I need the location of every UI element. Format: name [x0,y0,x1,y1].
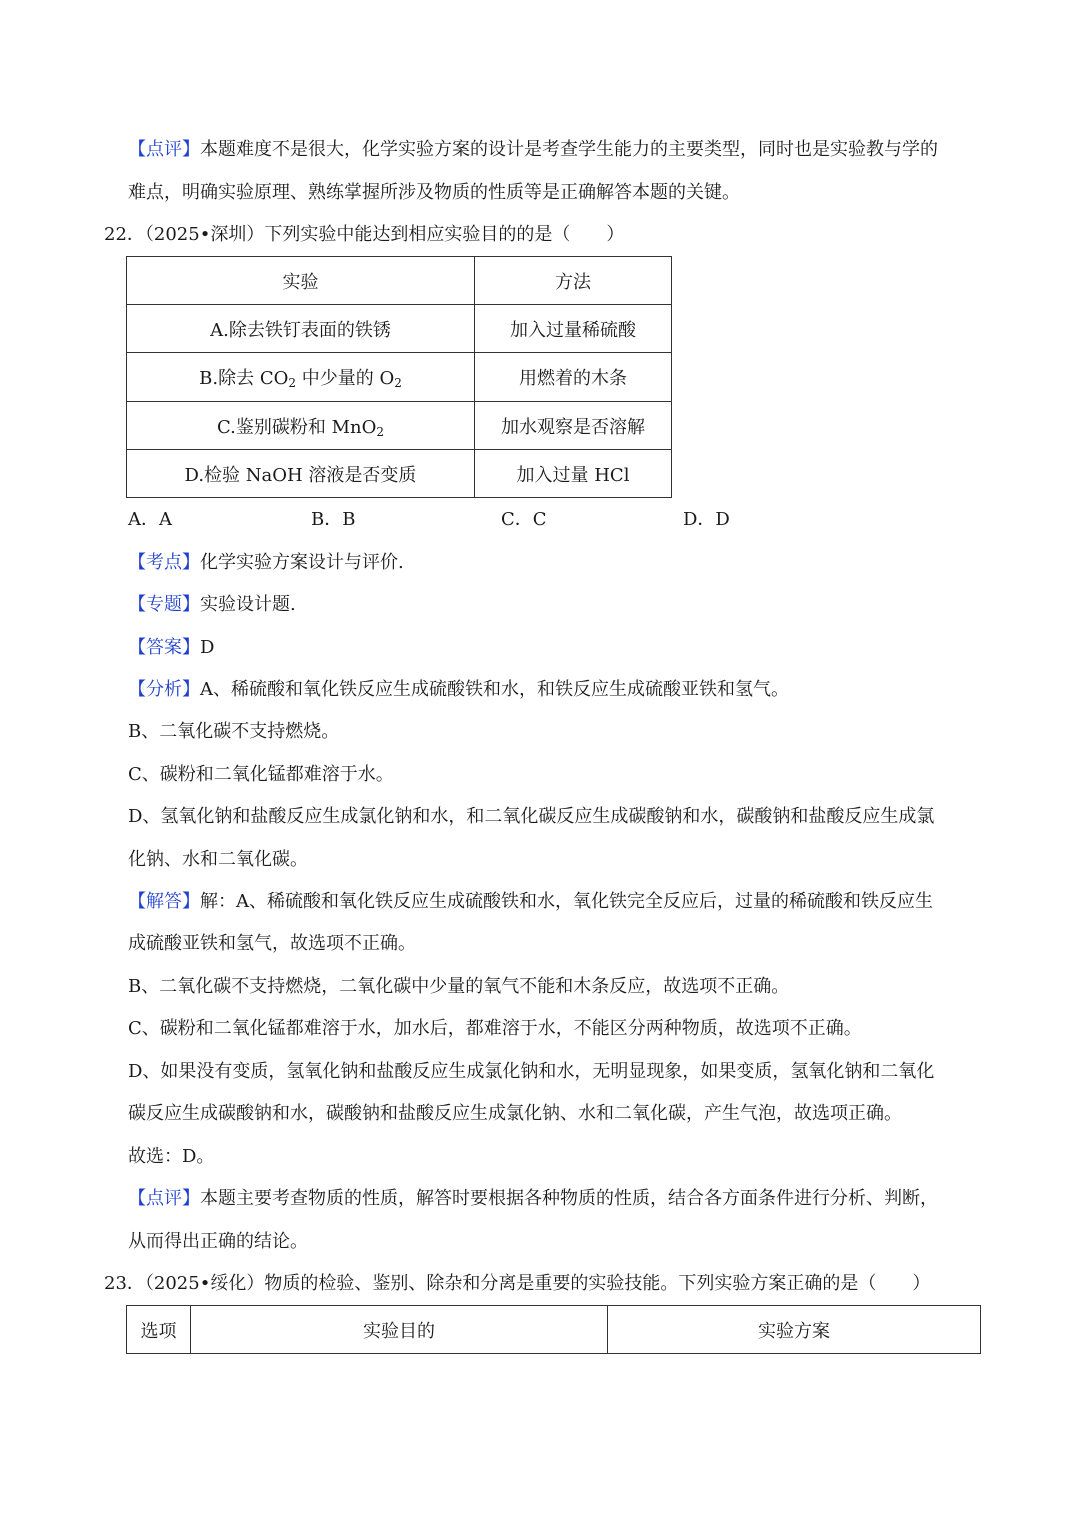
analysis-line3: C、碳粉和二氧化锰都难溶于水。 [128,764,394,785]
row-a-experiment: A.除去铁钉表面的铁锈 [127,305,475,353]
question-22-table [126,256,672,498]
solution-tag: 【解答】 [128,891,200,912]
question-22-stem: 22．（2025•深圳）下列实验中能达到相应实验目的的是（ ） [104,224,625,245]
header-option: 选项 [127,1306,191,1354]
q21-comment-line1: 【点评】本题难度不是很大，化学实验方案的设计是考查学生能力的主要类型，同时也是实验教与学的 [128,139,938,160]
table-row [127,450,672,498]
comment-line1: 【点评】本题主要考查物质的性质，解答时要根据各种物质的性质，结合各方面条件进行分析、判断， [128,1188,938,1209]
row-c-experiment: C.鉴别碳粉和 MnO$_2$ [127,402,475,450]
row-c-method: 加水观察是否溶解 [475,402,672,450]
analysis-line2: B、二氧化碳不支持燃烧。 [128,721,340,742]
comment-tag: 【点评】 [128,139,200,160]
row-b-method: 用燃着的木条 [475,353,672,402]
solution-line4: C、碳粉和二氧化锰都难溶于水，加水后，都难溶于水，不能区分两种物质，故选项不正确。 [128,1018,862,1039]
zhuanti-line: 【专题】实验设计题. [128,594,296,615]
table-row [127,353,672,402]
option-b: B．B [311,509,356,530]
analysis-line5: 化钠、水和二氧化碳。 [128,849,308,870]
kaodian-tag: 【考点】 [128,552,200,573]
solution-line6: 碳反应生成碳酸钠和水，碳酸钠和盐酸反应生成氯化钠、水和二氧化碳，产生气泡，故选项正确。 [128,1103,902,1124]
zhuanti-tag: 【专题】 [128,594,200,615]
solution-line5: D、如果没有变质，氢氧化钠和盐酸反应生成氯化钠和水，无明显现象，如果变质，氢氧化钠和二氧化 [128,1061,935,1082]
question-23-table [126,1305,981,1354]
comment-tag: 【点评】 [128,1188,200,1209]
table-header-row [127,257,672,305]
option-a: A．A [128,509,172,530]
row-a-method: 加入过量稀硫酸 [475,305,672,353]
solution-line7: 故选：D。 [128,1146,215,1167]
question-23-stem: 23．（2025•绥化）物质的检验、鉴别、除杂和分离是重要的实验技能。下列实验方案正确的是（ ） [104,1273,931,1294]
answer-tag: 【答案】 [128,637,200,658]
option-d: D．D [683,509,730,530]
analysis-line1: 【分析】A、稀硫酸和氧化铁反应生成硫酸铁和水，和铁反应生成硫酸亚铁和氢气。 [128,679,789,700]
option-c: C．C [501,509,547,530]
row-d-method: 加入过量 HCl [475,450,672,498]
table-row [127,402,672,450]
solution-line2: 成硫酸亚铁和氢气，故选项不正确。 [128,933,416,954]
answer-line: 【答案】D [128,637,215,658]
table-header-row [127,1306,981,1354]
header-plan: 实验方案 [608,1306,981,1354]
header-purpose: 实验目的 [191,1306,608,1354]
solution-line1: 【解答】解：A、稀硫酸和氧化铁反应生成硫酸铁和水，氧化铁完全反应后，过量的稀硫酸和铁反应生 [128,891,933,912]
solution-line3: B、二氧化碳不支持燃烧，二氧化碳中少量的氧气不能和木条反应，故选项不正确。 [128,976,790,997]
header-method: 方法 [475,257,672,305]
row-d-experiment: D.检验 NaOH 溶液是否变质 [127,450,475,498]
table-row [127,305,672,353]
comment-line2: 从而得出正确的结论。 [128,1231,308,1252]
analysis-line4: D、氢氧化钠和盐酸反应生成氯化钠和水，和二氧化碳反应生成碳酸钠和水，碳酸钠和盐酸反应生成氯 [128,806,935,827]
kaodian-line: 【考点】化学实验方案设计与评价. [128,552,404,573]
row-b-experiment: B.除去 $CO_2$ 中少量的 $O_2$ [127,353,475,402]
q21-comment-line2: 难点，明确实验原理、熟练掌握所涉及物质的性质等是正确解答本题的关键。 [128,182,740,203]
header-experiment: 实验 [127,257,475,305]
analysis-tag: 【分析】 [128,679,200,700]
